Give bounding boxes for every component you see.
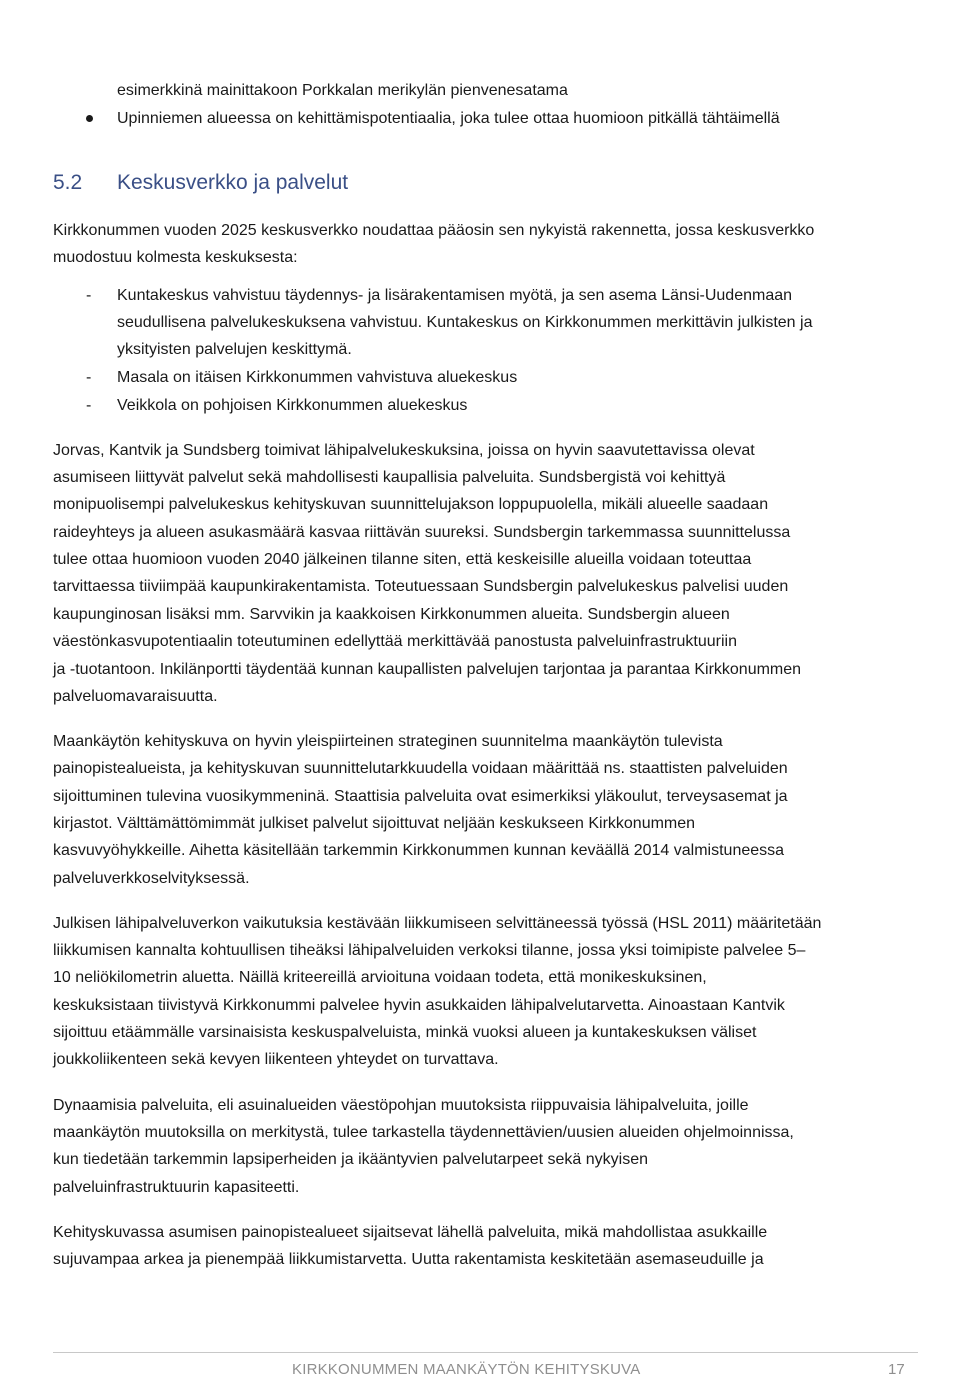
section-number: 5.2 <box>53 171 83 194</box>
paragraph-line: palveluverkkoselvityksessä. <box>53 870 250 887</box>
footer-title: KIRKKONUMMEN MAANKÄYTÖN KEHITYSKUVA <box>292 1361 641 1378</box>
paragraph-line: sijoittuminen tulevina vuosikymmeninä. Staattisia palveluita ovat esimerkiksi yläkoulut, terveysasemat ja <box>53 788 788 805</box>
paragraph-line: Jorvas, Kantvik ja Sundsberg toimivat lähipalvelukeskuksina, joissa on hyvin saavutettavissa olevat <box>53 442 755 459</box>
paragraph-line: palveluomavaraisuutta. <box>53 688 218 705</box>
paragraph-line: tarvittaessa tiiviimpää kaupunkirakentamista. Toteutuessaan Sundsbergin palvelukeskus palvelisi uuden <box>53 578 789 595</box>
paragraph-line: keskuksistaan tiivistyvä Kirkkonummi palvelee hyvin asukkaiden lähipalvelutarvetta. Ainoastaan Kantvik <box>53 997 785 1014</box>
paragraph-line: kirjastot. Välttämättömimmät julkiset palvelut sijoittuvat neljään keskukseen Kirkkonummen <box>53 815 696 832</box>
paragraph-line: Kehityskuvassa asumisen painopistealueet sijaitsevat lähellä palveluita, mikä mahdollistaa asukkaille <box>53 1224 768 1241</box>
paragraph-line: kun tiedetään tarkemmin lapsiperheiden ja ikääntyvien palvelutarpeet sekä nykyisen <box>53 1151 649 1168</box>
paragraph-line: väestönkasvupotentiaalin toteutuminen edellyttää merkittävää panostusta palveluinfrastruktuuriin <box>53 633 737 650</box>
paragraph-line: kasvuvyöhykkeille. Aihetta käsitellään tarkemmin Kirkkonummen kunnan keväällä 2014 valmistuneessa <box>53 842 785 859</box>
intro-line: Kirkkonummen vuoden 2025 keskusverkko noudattaa pääosin sen nykyistä rakennetta, jossa keskusverkko <box>53 222 815 239</box>
paragraph-line: palveluinfrastruktuurin kapasiteetti. <box>53 1179 300 1196</box>
bullet-icon <box>86 115 93 122</box>
page-number: 17 <box>888 1361 905 1378</box>
list-item-line: Masala on itäisen Kirkkonummen vahvistuva aluekeskus <box>117 369 518 386</box>
paragraph-line: raideyhteys ja alueen asukasmäärä kasvaa riittävän suureksi. Sundsbergin tarkemmassa suunnittelussa <box>53 524 791 541</box>
paragraph-line: Dynaamisia palveluita, eli asuinalueiden väestöpohjan muutoksista riippuvaisia lähipalveluita, joille <box>53 1097 749 1114</box>
list-item-line: Kuntakeskus vahvistuu täydennys- ja lisärakentamisen myötä, ja sen asema Länsi-Uudenmaan <box>117 287 793 304</box>
list-item-line: seudullisena palvelukeskuksena vahvistuu. Kuntakeskus on Kirkkonummen merkittävin julkisten ja <box>117 314 813 331</box>
dash-marker: - <box>86 369 92 386</box>
paragraph-line: painopistealueista, ja kehityskuvan suunnittelutarkkuudella voidaan määrittää ns. staattisten palveluiden <box>53 760 788 777</box>
paragraph-line: tulee ottaa huomioon vuoden 2040 jälkeinen tilanne siten, että keskeisille alueilla voidaan toteuttaa <box>53 551 752 568</box>
continuation-line: esimerkkinä mainittakoon Porkkalan merikylän pienvenesatama <box>117 82 568 99</box>
paragraph-line: ja -tuotantoon. Inkilänportti täydentää kunnan kaupallisten palvelujen tarjontaa ja parantaa Kirkkonummen <box>53 661 802 678</box>
paragraph-line: asumiseen liittyvät palvelut sekä mahdollisesti kaupallisia palveluita. Sundsbergistä voi kehittyä <box>53 469 726 486</box>
paragraph-line: liikkumisen kannalta kohtuullisen tiheäksi lähipalveluiden verkoksi tilanne, jossa yksi toimipiste palvelee 5– <box>53 942 806 959</box>
dash-marker: - <box>86 287 92 304</box>
paragraph-line: monipuolisempi palvelukeskus kehityskuvan suunnittelujakson loppupuolella, mikäli alueelle saadaan <box>53 496 769 513</box>
paragraph-line: Maankäytön kehityskuva on hyvin yleispiirteinen strateginen suunnitelma maankäytön tulevista <box>53 733 723 750</box>
dash-marker: - <box>86 397 92 414</box>
paragraph-line: sijoittuu etäämmälle varsinaisista keskuspalveluista, minkä vuoksi alueen ja kuntakeskuksen väliset <box>53 1024 757 1041</box>
bullet-item: Upinniemen alueessa on kehittämispotentiaalia, joka tulee ottaa huomioon pitkällä tähtäimellä <box>117 110 780 127</box>
paragraph-line: sujuvampaa arkea ja pienempää liikkumistarvetta. Uutta rakentamista keskitetään asemaseuduille ja <box>53 1251 764 1268</box>
section-title: Keskusverkko ja palvelut <box>117 171 349 194</box>
paragraph-line: kaupunginosan lisäksi mm. Sarvvikin ja kaakkoisen Kirkkonummen alueita. Sundsbergin alueen <box>53 606 730 623</box>
list-item-line: Veikkola on pohjoisen Kirkkonummen aluekeskus <box>117 397 468 414</box>
paragraph-line: maankäytön muutoksilla on merkitystä, tulee tarkastella täydennettävien/uusien alueiden ohjelmoinnissa, <box>53 1124 794 1141</box>
list-item-line: yksityisten palvelujen keskittymä. <box>117 341 352 358</box>
paragraph-line: Julkisen lähipalveluverkon vaikutuksia kestävään liikkumiseen selvittäneessä työssä (HSL 2011) määritetään <box>53 915 822 932</box>
paragraph-line: 10 neliökilometrin aluetta. Näillä kriteereillä arvioituna voidaan todeta, että monikeskuksinen, <box>53 969 707 986</box>
intro-line: muodostuu kolmesta keskuksesta: <box>53 249 298 266</box>
footer-divider <box>53 1352 918 1353</box>
paragraph-line: joukkoliikenteen sekä kevyen liikenteen yhteydet on turvattava. <box>53 1051 499 1068</box>
